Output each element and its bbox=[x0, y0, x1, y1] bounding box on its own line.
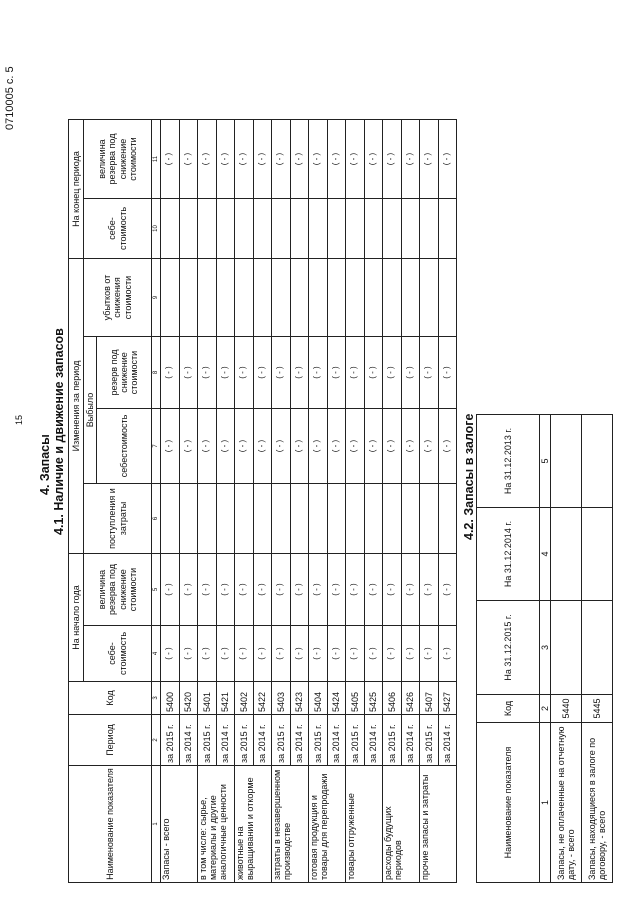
value-cell-negative: ( - ) bbox=[401, 409, 420, 484]
column-number: 7 bbox=[152, 409, 161, 484]
value-cell-negative: ( - ) bbox=[198, 120, 217, 199]
value-cell-negative: ( - ) bbox=[198, 554, 217, 626]
value-cell-negative: ( - ) bbox=[401, 626, 420, 682]
value-cell-negative: ( - ) bbox=[309, 626, 328, 682]
value-cell-negative: ( - ) bbox=[401, 337, 420, 409]
row-period: за 2015 г. bbox=[161, 715, 180, 766]
column-number: 5 bbox=[152, 554, 161, 626]
pledged-table-body bbox=[551, 415, 613, 883]
value-cell bbox=[364, 484, 383, 554]
header-name: Наименование показателя bbox=[69, 766, 152, 883]
value-cell-negative: ( - ) bbox=[383, 337, 402, 409]
value-cell-negative: ( - ) bbox=[290, 626, 309, 682]
value-cell-negative: ( - ) bbox=[383, 409, 402, 484]
value-cell-negative: ( - ) bbox=[161, 120, 180, 199]
t2-column-number: 3 bbox=[540, 601, 551, 695]
subsection-title-inventory: 4.1. Наличие и движение запасов bbox=[52, 328, 66, 535]
value-cell-negative: ( - ) bbox=[272, 626, 291, 682]
column-number: 2 bbox=[152, 715, 161, 766]
value-cell bbox=[272, 199, 291, 259]
table-row bbox=[551, 415, 582, 883]
value-cell bbox=[327, 199, 346, 259]
value-cell bbox=[253, 199, 272, 259]
row-period: за 2015 г. bbox=[309, 715, 328, 766]
row-code: 5405 bbox=[346, 682, 365, 715]
row-period: за 2014 г. bbox=[253, 715, 272, 766]
value-cell-negative: ( - ) bbox=[253, 554, 272, 626]
value-cell-negative: ( - ) bbox=[179, 409, 198, 484]
value-cell-negative: ( - ) bbox=[383, 120, 402, 199]
value-cell bbox=[346, 484, 365, 554]
value-cell bbox=[235, 199, 254, 259]
column-number: 6 bbox=[152, 484, 161, 554]
row-code: 5402 bbox=[235, 682, 254, 715]
pledged-inventory-table bbox=[476, 414, 613, 883]
value-cell bbox=[161, 199, 180, 259]
value-cell bbox=[364, 199, 383, 259]
row-code: 5403 bbox=[272, 682, 291, 715]
row-period: за 2014 г. bbox=[438, 715, 457, 766]
header-losses: убытков от снижения стоимости bbox=[84, 259, 152, 337]
value-cell-negative: ( - ) bbox=[364, 409, 383, 484]
row-period: за 2015 г. bbox=[272, 715, 291, 766]
header-disposed-reserve: резерв под снижение стоимости bbox=[97, 337, 152, 409]
t2-column-number: 4 bbox=[540, 508, 551, 601]
value-cell-negative: ( - ) bbox=[327, 554, 346, 626]
value-cell bbox=[216, 259, 235, 337]
value-cell bbox=[216, 199, 235, 259]
t2-header-2014: На 31.12.2014 г. bbox=[477, 508, 540, 601]
value-cell-negative: ( - ) bbox=[401, 120, 420, 199]
value-cell-negative: ( - ) bbox=[327, 626, 346, 682]
value-cell-negative: ( - ) bbox=[309, 337, 328, 409]
value-cell bbox=[582, 415, 613, 508]
column-number-row bbox=[152, 120, 161, 883]
header-receipts: поступления и затраты bbox=[84, 484, 152, 554]
value-cell-negative: ( - ) bbox=[253, 626, 272, 682]
value-cell bbox=[401, 259, 420, 337]
form-code: 0710005 с. 5 bbox=[4, 66, 16, 130]
value-cell-negative: ( - ) bbox=[216, 626, 235, 682]
subsection-title-pledged: 4.2. Запасы в залоге bbox=[462, 413, 476, 540]
section-title: 4. Запасы bbox=[38, 434, 52, 495]
value-cell bbox=[346, 259, 365, 337]
t2-header-name: Наименование показателя bbox=[477, 723, 540, 883]
row-name: расходы будущих периодов bbox=[383, 766, 420, 883]
value-cell bbox=[216, 484, 235, 554]
value-cell bbox=[198, 259, 217, 337]
value-cell-negative: ( - ) bbox=[401, 554, 420, 626]
value-cell-negative: ( - ) bbox=[309, 120, 328, 199]
table-row bbox=[235, 120, 254, 883]
header-code: Код bbox=[69, 682, 152, 715]
column-number: 9 bbox=[152, 259, 161, 337]
row-name: готовая продукция и товары для перепродажи bbox=[309, 766, 346, 883]
value-cell-negative: ( - ) bbox=[216, 337, 235, 409]
row-name: товары отгруженные bbox=[346, 766, 383, 883]
value-cell bbox=[401, 199, 420, 259]
header-reserve-start: величина резерва под снижение стоимости bbox=[84, 554, 152, 626]
value-cell-negative: ( - ) bbox=[198, 337, 217, 409]
t2-row-code: 5440 bbox=[551, 695, 582, 723]
row-code: 5423 bbox=[290, 682, 309, 715]
value-cell bbox=[235, 259, 254, 337]
value-cell-negative: ( - ) bbox=[327, 409, 346, 484]
t2-row-code: 5445 bbox=[582, 695, 613, 723]
row-code: 5404 bbox=[309, 682, 328, 715]
value-cell bbox=[179, 484, 198, 554]
column-number: 8 bbox=[152, 337, 161, 409]
value-cell-negative: ( - ) bbox=[438, 120, 457, 199]
value-cell-negative: ( - ) bbox=[383, 554, 402, 626]
column-number: 11 bbox=[152, 120, 161, 199]
value-cell bbox=[161, 484, 180, 554]
value-cell-negative: ( - ) bbox=[420, 409, 439, 484]
header-start-of-year: На начало года bbox=[69, 554, 84, 682]
value-cell-negative: ( - ) bbox=[346, 120, 365, 199]
row-name: прочие запасы и затраты bbox=[420, 766, 457, 883]
row-period: за 2015 г. bbox=[346, 715, 365, 766]
header-period: Период bbox=[69, 715, 152, 766]
value-cell-negative: ( - ) bbox=[290, 337, 309, 409]
row-name: в том числе: сырье, материалы и другие аналогичные ценности bbox=[198, 766, 235, 883]
row-period: за 2014 г. bbox=[327, 715, 346, 766]
t2-column-number: 5 bbox=[540, 415, 551, 508]
row-period: за 2015 г. bbox=[383, 715, 402, 766]
value-cell bbox=[198, 199, 217, 259]
value-cell bbox=[290, 199, 309, 259]
row-code: 5422 bbox=[253, 682, 272, 715]
row-code: 5420 bbox=[179, 682, 198, 715]
table-row bbox=[383, 120, 402, 883]
inventory-table-body bbox=[161, 120, 457, 883]
row-code: 5425 bbox=[364, 682, 383, 715]
row-period: за 2014 г. bbox=[290, 715, 309, 766]
value-cell bbox=[420, 199, 439, 259]
value-cell-negative: ( - ) bbox=[179, 554, 198, 626]
value-cell-negative: ( - ) bbox=[179, 337, 198, 409]
value-cell bbox=[253, 484, 272, 554]
value-cell-negative: ( - ) bbox=[346, 409, 365, 484]
header-reserve-end: величина резерва под снижение стоимости bbox=[84, 120, 152, 199]
row-code: 5424 bbox=[327, 682, 346, 715]
value-cell-negative: ( - ) bbox=[327, 120, 346, 199]
row-code: 5406 bbox=[383, 682, 402, 715]
row-period: за 2015 г. bbox=[420, 715, 439, 766]
value-cell-negative: ( - ) bbox=[235, 337, 254, 409]
inventory-table-header bbox=[69, 120, 161, 883]
value-cell-negative: ( - ) bbox=[253, 337, 272, 409]
page-number: 15 bbox=[14, 414, 24, 425]
value-cell bbox=[272, 484, 291, 554]
value-cell bbox=[383, 259, 402, 337]
header-end-of-period: На конец периода bbox=[69, 120, 84, 259]
value-cell-negative: ( - ) bbox=[364, 554, 383, 626]
row-name: затраты в незавершенном производстве bbox=[272, 766, 309, 883]
value-cell-negative: ( - ) bbox=[420, 120, 439, 199]
value-cell-negative: ( - ) bbox=[346, 554, 365, 626]
value-cell-negative: ( - ) bbox=[161, 626, 180, 682]
value-cell-negative: ( - ) bbox=[290, 409, 309, 484]
t2-column-number-row bbox=[540, 415, 551, 883]
table-row bbox=[161, 120, 180, 883]
table-row bbox=[272, 120, 291, 883]
value-cell-negative: ( - ) bbox=[346, 337, 365, 409]
value-cell bbox=[420, 484, 439, 554]
value-cell bbox=[438, 484, 457, 554]
value-cell-negative: ( - ) bbox=[438, 626, 457, 682]
value-cell bbox=[198, 484, 217, 554]
t2-column-number: 2 bbox=[540, 695, 551, 723]
value-cell bbox=[253, 259, 272, 337]
value-cell-negative: ( - ) bbox=[364, 337, 383, 409]
t2-header-2015: На 31.12.2015 г. bbox=[477, 601, 540, 695]
table-row bbox=[309, 120, 328, 883]
column-number: 3 bbox=[152, 682, 161, 715]
row-period: за 2014 г. bbox=[364, 715, 383, 766]
value-cell-negative: ( - ) bbox=[420, 337, 439, 409]
value-cell-negative: ( - ) bbox=[438, 554, 457, 626]
row-code: 5401 bbox=[198, 682, 217, 715]
value-cell-negative: ( - ) bbox=[235, 409, 254, 484]
header-changes: Изменения за период bbox=[69, 259, 84, 554]
value-cell-negative: ( - ) bbox=[290, 554, 309, 626]
value-cell-negative: ( - ) bbox=[272, 337, 291, 409]
header-disposed-cost: себестоимость bbox=[97, 409, 152, 484]
value-cell-negative: ( - ) bbox=[272, 409, 291, 484]
value-cell bbox=[438, 259, 457, 337]
header-disposed: Выбыло bbox=[84, 337, 97, 484]
value-cell-negative: ( - ) bbox=[309, 409, 328, 484]
value-cell-negative: ( - ) bbox=[161, 409, 180, 484]
value-cell-negative: ( - ) bbox=[346, 626, 365, 682]
header-cost-start: себе-стоимость bbox=[84, 626, 152, 682]
value-cell bbox=[290, 259, 309, 337]
value-cell-negative: ( - ) bbox=[327, 337, 346, 409]
value-cell-negative: ( - ) bbox=[216, 554, 235, 626]
row-period: за 2015 г. bbox=[198, 715, 217, 766]
value-cell bbox=[383, 199, 402, 259]
t2-row-name: Запасы, не оплаченные на отчетную дату, - всего bbox=[551, 723, 582, 883]
table-row bbox=[198, 120, 217, 883]
table-row bbox=[582, 415, 613, 883]
column-number: 4 bbox=[152, 626, 161, 682]
table-row bbox=[346, 120, 365, 883]
header-cost-end: себе-стоимость bbox=[84, 199, 152, 259]
value-cell bbox=[551, 601, 582, 695]
row-code: 5427 bbox=[438, 682, 457, 715]
value-cell bbox=[309, 199, 328, 259]
value-cell bbox=[582, 508, 613, 601]
value-cell bbox=[179, 199, 198, 259]
value-cell-negative: ( - ) bbox=[216, 120, 235, 199]
value-cell bbox=[364, 259, 383, 337]
value-cell-negative: ( - ) bbox=[161, 554, 180, 626]
value-cell bbox=[272, 259, 291, 337]
value-cell bbox=[551, 508, 582, 601]
value-cell bbox=[346, 199, 365, 259]
value-cell-negative: ( - ) bbox=[309, 554, 328, 626]
value-cell-negative: ( - ) bbox=[272, 554, 291, 626]
row-period: за 2014 г. bbox=[216, 715, 235, 766]
value-cell bbox=[179, 259, 198, 337]
value-cell-negative: ( - ) bbox=[364, 120, 383, 199]
value-cell bbox=[551, 415, 582, 508]
value-cell bbox=[327, 259, 346, 337]
t2-column-number: 1 bbox=[540, 723, 551, 883]
value-cell bbox=[401, 484, 420, 554]
value-cell-negative: ( - ) bbox=[290, 120, 309, 199]
value-cell-negative: ( - ) bbox=[235, 120, 254, 199]
value-cell bbox=[290, 484, 309, 554]
table-row bbox=[420, 120, 439, 883]
row-code: 5407 bbox=[420, 682, 439, 715]
inventory-movement-table bbox=[68, 119, 457, 883]
row-code: 5400 bbox=[161, 682, 180, 715]
value-cell bbox=[309, 484, 328, 554]
row-name: животные на выращивании и откорме bbox=[235, 766, 272, 883]
t2-row-name: Запасы, находящиеся в залоге по договору, - всего bbox=[582, 723, 613, 883]
value-cell-negative: ( - ) bbox=[253, 409, 272, 484]
value-cell bbox=[309, 259, 328, 337]
value-cell-negative: ( - ) bbox=[198, 409, 217, 484]
row-name: Запасы - всего bbox=[161, 766, 198, 883]
row-period: за 2014 г. bbox=[401, 715, 420, 766]
value-cell-negative: ( - ) bbox=[420, 626, 439, 682]
value-cell-negative: ( - ) bbox=[253, 120, 272, 199]
column-number: 10 bbox=[152, 199, 161, 259]
row-period: за 2015 г. bbox=[235, 715, 254, 766]
row-code: 5421 bbox=[216, 682, 235, 715]
value-cell-negative: ( - ) bbox=[179, 626, 198, 682]
t2-header-2013: На 31.12.2013 г. bbox=[477, 415, 540, 508]
value-cell bbox=[420, 259, 439, 337]
value-cell-negative: ( - ) bbox=[383, 626, 402, 682]
value-cell bbox=[438, 199, 457, 259]
value-cell bbox=[383, 484, 402, 554]
row-code: 5426 bbox=[401, 682, 420, 715]
value-cell bbox=[235, 484, 254, 554]
value-cell bbox=[327, 484, 346, 554]
value-cell-negative: ( - ) bbox=[420, 554, 439, 626]
t2-header-code: Код bbox=[477, 695, 540, 723]
value-cell-negative: ( - ) bbox=[235, 626, 254, 682]
value-cell-negative: ( - ) bbox=[216, 409, 235, 484]
column-number: 1 bbox=[152, 766, 161, 883]
value-cell-negative: ( - ) bbox=[161, 337, 180, 409]
value-cell-negative: ( - ) bbox=[272, 120, 291, 199]
value-cell-negative: ( - ) bbox=[198, 626, 217, 682]
value-cell bbox=[582, 601, 613, 695]
value-cell-negative: ( - ) bbox=[235, 554, 254, 626]
value-cell bbox=[161, 259, 180, 337]
value-cell-negative: ( - ) bbox=[438, 337, 457, 409]
value-cell-negative: ( - ) bbox=[179, 120, 198, 199]
row-period: за 2014 г. bbox=[179, 715, 198, 766]
value-cell-negative: ( - ) bbox=[364, 626, 383, 682]
value-cell-negative: ( - ) bbox=[438, 409, 457, 484]
